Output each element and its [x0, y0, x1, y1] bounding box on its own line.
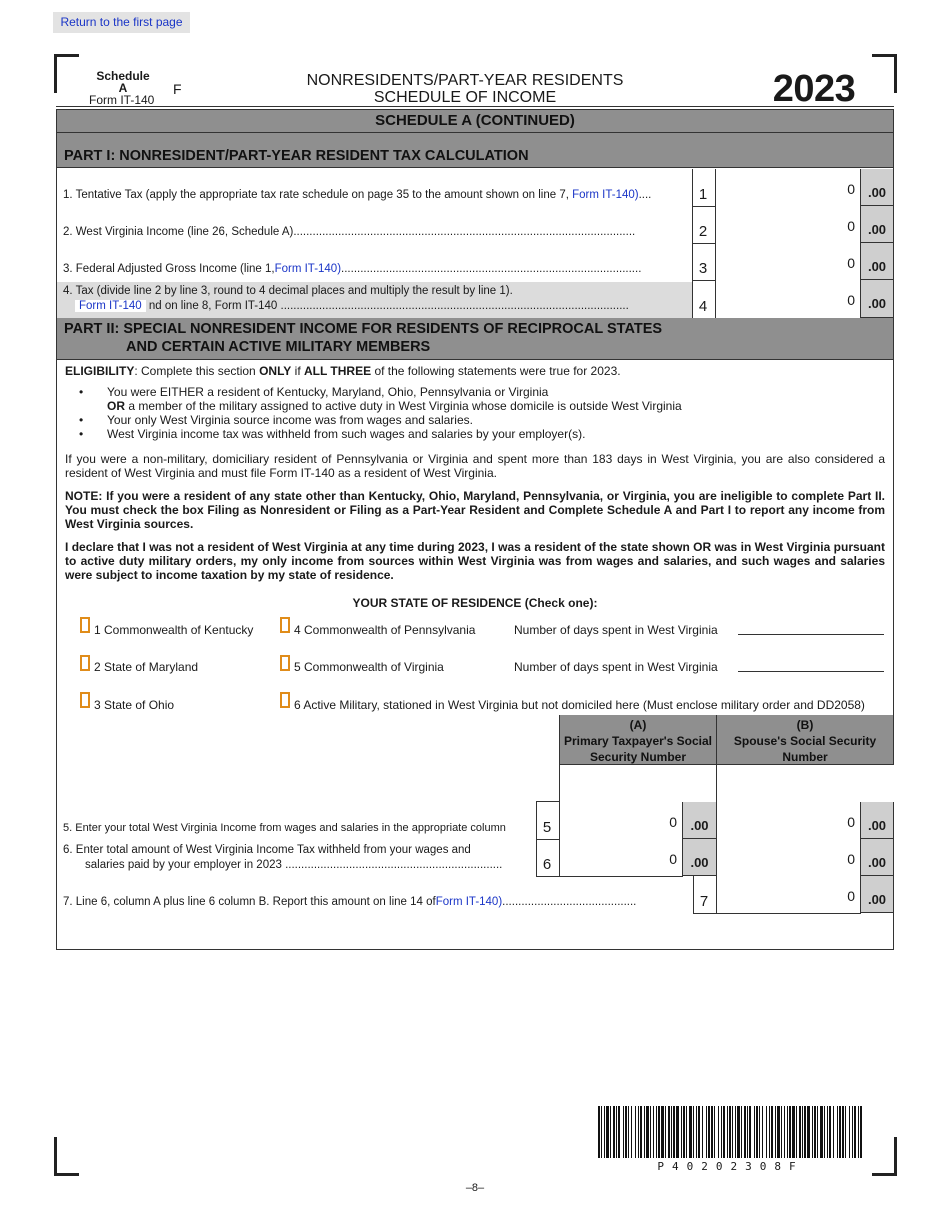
eligibility-bullet-3-text: West Virginia income tax was withheld from such wages and salaries by your employer(s).	[107, 427, 586, 441]
line3-number: 3	[698, 260, 708, 277]
checkbox-active-military[interactable]	[280, 692, 290, 708]
barcode-bar	[721, 1106, 722, 1158]
line1-label: 1. Tentative Tax (apply the appropriate tax rate schedule on page 35 to the amount shown on line 7,	[63, 189, 573, 201]
eligibility-bullet-2-text: Your only West Virginia source income was from wages and salaries.	[107, 413, 473, 427]
line4-form-link[interactable]: Form IT-140	[75, 300, 146, 312]
barcode-bar	[693, 1106, 694, 1158]
line1-amount-field[interactable]	[715, 169, 861, 207]
checkbox-ohio[interactable]	[80, 692, 90, 708]
line7-amount-field[interactable]	[716, 876, 861, 914]
column-b-title-line1: Spouse's Social Security	[733, 734, 877, 748]
barcode-bar	[628, 1106, 629, 1158]
line3-form-link[interactable]: Form IT-140)	[274, 263, 342, 275]
barcode-bar	[706, 1106, 707, 1158]
barcode-bar	[640, 1106, 642, 1158]
line4-label: 4. Tax (divide line 2 by line 3, round to 4 decimal places and multiply the result by line 1).	[63, 285, 513, 297]
checkbox-pennsylvania[interactable]	[280, 617, 290, 633]
barcode-bar	[732, 1106, 733, 1158]
barcode-bar	[842, 1106, 844, 1158]
line5-cents-a: .00	[682, 802, 716, 839]
line5-text: 5. Enter your total West Virginia Income from wages and salaries in the appropriate column	[63, 822, 506, 834]
line7-leader: ..........................................	[502, 896, 637, 908]
barcode-bar	[616, 1106, 617, 1158]
barcode-bar	[787, 1106, 788, 1158]
eligibility-or-text: a member of the military assigned to active duty in West Virginia whose domicile is outside West Virginia	[125, 399, 682, 413]
barcode-bar	[796, 1106, 797, 1158]
barcode-bar	[727, 1106, 728, 1158]
line3-label: 3. Federal Adjusted Gross Income (line 1,	[63, 263, 275, 275]
line1-form-link[interactable]: Form IT-140)	[572, 189, 639, 201]
line6-amount-field-b[interactable]	[716, 839, 861, 877]
barcode-bar	[671, 1106, 672, 1158]
column-b-header	[716, 715, 893, 765]
barcode-bar	[769, 1106, 770, 1158]
barcode-bar	[837, 1106, 838, 1158]
line6-cents-a: .00	[682, 839, 716, 876]
column-a-title-line1: Primary Taxpayer's Social	[563, 734, 713, 748]
barcode-bar	[766, 1106, 767, 1158]
barcode-bar	[820, 1106, 823, 1158]
line7-cents: .00	[860, 876, 893, 913]
barcode-bar	[839, 1106, 841, 1158]
eligibility-statement	[65, 364, 885, 378]
barcode-bar	[781, 1106, 782, 1158]
days-field-virginia[interactable]	[738, 671, 884, 672]
page-title-line2: SCHEDULE OF INCOME	[373, 89, 557, 106]
barcode-bar	[686, 1106, 687, 1158]
part2-heading-line1: PART II: SPECIAL NONRESIDENT INCOME FOR RESIDENTS OF RECIPROCAL STATES	[64, 321, 663, 337]
line6-text-1: 6. Enter total amount of West Virginia Income Tax withheld from your wages and	[63, 844, 471, 856]
column-a-letter: (A)	[629, 718, 647, 732]
line5-amount-value-a: 0	[669, 814, 677, 830]
header-rule	[56, 106, 894, 107]
label-pennsylvania: 4 Commonwealth of Pennsylvania	[294, 623, 476, 637]
barcode-bar	[824, 1106, 825, 1158]
line5-number: 5	[542, 819, 552, 836]
barcode-bar	[789, 1106, 791, 1158]
line5-amount-value-b: 0	[847, 814, 855, 830]
line3-leader: ..............................................................................................	[341, 263, 642, 275]
label-active-military: 6 Active Military, stationed in West Virginia but not domiciled here (Must enclose military order and DD2058)	[294, 698, 865, 712]
column-a-title-line2: Security Number	[589, 750, 687, 764]
checkbox-maryland[interactable]	[80, 655, 90, 671]
line4-leader: nd on line 8, Form IT-140 .............................................................................................................	[145, 300, 629, 312]
schedule-label-letter: A	[118, 81, 128, 95]
line1-leader: ....	[638, 189, 652, 201]
barcode-bar	[827, 1106, 828, 1158]
barcode-bar	[623, 1106, 624, 1158]
barcode-bar	[668, 1106, 670, 1158]
barcode-text: P40202308F	[657, 1160, 804, 1173]
line5-cents-b: .00	[860, 802, 893, 839]
barcode-bar	[673, 1106, 675, 1158]
barcode-bar	[849, 1106, 850, 1158]
barcode-bar	[799, 1106, 801, 1158]
line5-amount-field-a[interactable]	[559, 802, 683, 840]
ssn-field-spouse[interactable]	[716, 765, 894, 803]
barcode-bar	[676, 1106, 679, 1158]
line6-amount-field-a[interactable]	[559, 839, 683, 877]
line7-number: 7	[699, 893, 709, 910]
note-paragraph: NOTE: If you were a resident of any state other than Kentucky, Ohio, Maryland, Pennsylvania, or Virginia, you are ineligible to complete Part II. You must check the box Filing as Nonresident or Filing as a Part-Year Resident and Complete Schedule A and Part I to report any income from West Virginia sources.	[65, 489, 885, 531]
barcode-bar	[747, 1106, 748, 1158]
barcode-bar	[749, 1106, 751, 1158]
barcode-bar	[807, 1106, 810, 1158]
eligibility-or: OR	[107, 399, 125, 413]
eligibility-text-c: of the following statements were true for 2023.	[371, 364, 621, 378]
line3-cents: .00	[860, 243, 893, 280]
schedule-label	[90, 70, 156, 94]
part2-heading-line2: AND CERTAIN ACTIVE MILITARY MEMBERS	[126, 339, 431, 355]
line1-text	[63, 189, 651, 201]
barcode-bar	[665, 1106, 666, 1158]
ssn-field-primary[interactable]	[559, 765, 717, 803]
barcode-bar	[638, 1106, 639, 1158]
barcode-bar	[714, 1106, 715, 1158]
barcode-bar	[744, 1106, 746, 1158]
barcode-bar	[613, 1106, 615, 1158]
barcode-bar	[735, 1106, 736, 1158]
line1-amount-value: 0	[847, 181, 855, 197]
label-ohio: 3 State of Ohio	[94, 698, 175, 712]
label-kentucky: 1 Commonwealth of Kentucky	[94, 623, 254, 637]
barcode-bar	[625, 1106, 627, 1158]
barcode-bar	[759, 1106, 760, 1158]
form-body	[56, 109, 894, 950]
barcode-bar	[601, 1106, 602, 1158]
barcode-bar	[696, 1106, 697, 1158]
barcode-bar	[777, 1106, 780, 1158]
page-title	[250, 72, 680, 106]
line6-cents-b: .00	[860, 839, 893, 876]
barcode-bar	[656, 1106, 657, 1158]
eligibility-bullet-2: • Your only West Virginia source income was from wages and salaries.	[79, 413, 473, 427]
eligibility-label: ELIGIBILITY	[65, 364, 135, 378]
line3-text	[63, 263, 641, 275]
barcode-bar	[658, 1106, 660, 1158]
barcode-bar	[833, 1106, 834, 1158]
line4-cents: .00	[860, 280, 893, 318]
line4-amount-value: 0	[847, 292, 855, 308]
barcode-bar	[775, 1106, 776, 1158]
column-b-title-line2: Number	[782, 750, 828, 764]
eligibility-text-b: if	[291, 364, 304, 378]
form-version-letter: F	[173, 81, 182, 97]
barcode-bar	[708, 1106, 710, 1158]
barcode-bar	[635, 1106, 636, 1158]
corner-mark-bottom-left	[54, 1137, 79, 1176]
line6-number: 6	[542, 856, 552, 873]
residence-heading: YOUR STATE OF RESIDENCE (Check one):	[352, 596, 598, 610]
eligibility-bullet-1-text: You were EITHER a resident of Kentucky, Maryland, Ohio, Pennsylvania or Virginia	[107, 385, 549, 399]
line2-cents: .00	[860, 206, 893, 243]
barcode-bar	[754, 1106, 755, 1158]
barcode-bar	[718, 1106, 719, 1158]
barcode-bar	[604, 1106, 605, 1158]
barcode-bar	[650, 1106, 651, 1158]
tax-year: 2023	[772, 68, 856, 110]
barcode-bar	[646, 1106, 649, 1158]
eligibility-bullet-1: • You were EITHER a resident of Kentucky, Maryland, Ohio, Pennsylvania or Virginia	[79, 385, 549, 399]
line6-amount-value-a: 0	[669, 851, 677, 867]
barcode-bar	[653, 1106, 654, 1158]
line3-amount-value: 0	[847, 255, 855, 271]
line2-text	[63, 226, 635, 238]
column-b-letter: (B)	[796, 718, 814, 732]
days-label-pennsylvania: Number of days spent in West Virginia	[514, 623, 718, 637]
barcode-bar	[854, 1106, 856, 1158]
schedule-label-word: Schedule	[96, 69, 150, 83]
barcode-bar	[804, 1106, 806, 1158]
line7-form-link[interactable]: Form IT-140)	[435, 896, 503, 908]
line4-number: 4	[698, 298, 708, 315]
days-field-pennsylvania[interactable]	[738, 634, 884, 635]
barcode-bar	[860, 1106, 862, 1158]
barcode-bar	[606, 1106, 609, 1158]
barcode-bar	[802, 1106, 803, 1158]
line4-amount-field[interactable]	[715, 280, 861, 319]
line2-label: 2. West Virginia Income (line 26, Schedule A)...........................................................................................................	[63, 226, 636, 238]
label-maryland: 2 State of Maryland	[94, 660, 199, 674]
line5-amount-field-b[interactable]	[716, 802, 861, 840]
barcode-bar	[681, 1106, 682, 1158]
corner-mark-top-right	[872, 54, 897, 93]
eligibility-bullet-3: • West Virginia income tax was withheld from such wages and salaries by your employer(s).	[79, 427, 586, 441]
eligibility-text-a: : Complete this section	[134, 364, 260, 378]
corner-mark-bottom-right	[872, 1137, 897, 1176]
line1-cents: .00	[860, 169, 893, 206]
barcode-bar	[644, 1106, 645, 1158]
eligibility-all-three: ALL THREE	[303, 364, 372, 378]
line6-amount-value-b: 0	[847, 851, 855, 867]
barcode-bar	[852, 1106, 853, 1158]
barcode-bar	[610, 1106, 611, 1158]
declaration-paragraph: I declare that I was not a resident of West Virginia at any time during 2023, I was a resident of the state shown OR was in West Virginia pursuant to active duty military orders, my only income from sources within West Virginia was from wages and salaries, and such wages and salaries were subject to income taxation by my state of residence.	[65, 540, 885, 582]
barcode-bar	[689, 1106, 692, 1158]
barcode-bar	[817, 1106, 818, 1158]
barcode-bar	[598, 1106, 600, 1158]
barcode-bar	[829, 1106, 831, 1158]
checkbox-kentucky[interactable]	[80, 617, 90, 633]
line1-number: 1	[698, 186, 708, 203]
days-label-virginia: Number of days spent in West Virginia	[514, 660, 718, 674]
checkbox-virginia[interactable]	[280, 655, 290, 671]
barcode-bar	[845, 1106, 846, 1158]
page-title-line1: NONRESIDENTS/PART-YEAR RESIDENTS	[306, 72, 624, 89]
eligibility-only: ONLY	[259, 364, 292, 378]
line4-text	[63, 285, 513, 297]
barcode-bar	[784, 1106, 785, 1158]
return-to-first-page-button[interactable]: Return to the first page	[53, 12, 190, 33]
barcode-bar	[737, 1106, 740, 1158]
barcode-bar	[762, 1106, 763, 1158]
line7-label: 7. Line 6, column A plus line 6 column B. Report this amount on line 14 of	[63, 896, 436, 908]
barcode-bar	[683, 1106, 685, 1158]
line7-text	[63, 896, 636, 908]
barcode-bar	[631, 1106, 632, 1158]
page-number: –8–	[465, 1182, 485, 1194]
barcode-bar	[792, 1106, 795, 1158]
barcode-bar	[756, 1106, 758, 1158]
barcode-bar	[661, 1106, 664, 1158]
line2-amount-field[interactable]	[715, 206, 861, 244]
schedule-banner: SCHEDULE A (CONTINUED)	[57, 110, 893, 133]
line3-amount-field[interactable]	[715, 243, 861, 281]
part2-heading	[57, 318, 893, 360]
barcode	[598, 1106, 863, 1158]
barcode-bar	[771, 1106, 773, 1158]
barcode-bar	[814, 1106, 816, 1158]
barcode-bar	[618, 1106, 620, 1158]
barcode-bar	[702, 1106, 703, 1158]
barcode-bar	[698, 1106, 700, 1158]
barcode-bar	[858, 1106, 859, 1158]
line7-amount-value: 0	[847, 888, 855, 904]
line2-amount-value: 0	[847, 218, 855, 234]
column-a-header	[559, 715, 716, 765]
military-paragraph: If you were a non-military, domiciliary resident of Pennsylvania or Virginia and spent more than 183 days in West Virginia, you are also considered a resident of West Virginia and must file Form IT-140 as a resident of West Virginia.	[65, 452, 885, 480]
form-label: Form IT-140	[89, 93, 155, 107]
label-virginia: 5 Commonwealth of Virginia	[294, 660, 444, 674]
barcode-bar	[723, 1106, 725, 1158]
line2-number: 2	[698, 223, 708, 240]
barcode-bar	[711, 1106, 713, 1158]
barcode-bar	[729, 1106, 731, 1158]
barcode-bar	[812, 1106, 813, 1158]
barcode-bar	[741, 1106, 742, 1158]
line6-text-2: salaries paid by your employer in 2023 ....................................................................	[85, 859, 503, 871]
part1-heading: PART I: NONRESIDENT/PART-YEAR RESIDENT TAX CALCULATION	[57, 133, 893, 168]
eligibility-bullet-1-or	[107, 399, 682, 413]
line4-text-second	[75, 300, 629, 312]
corner-mark-top-left	[54, 54, 79, 93]
